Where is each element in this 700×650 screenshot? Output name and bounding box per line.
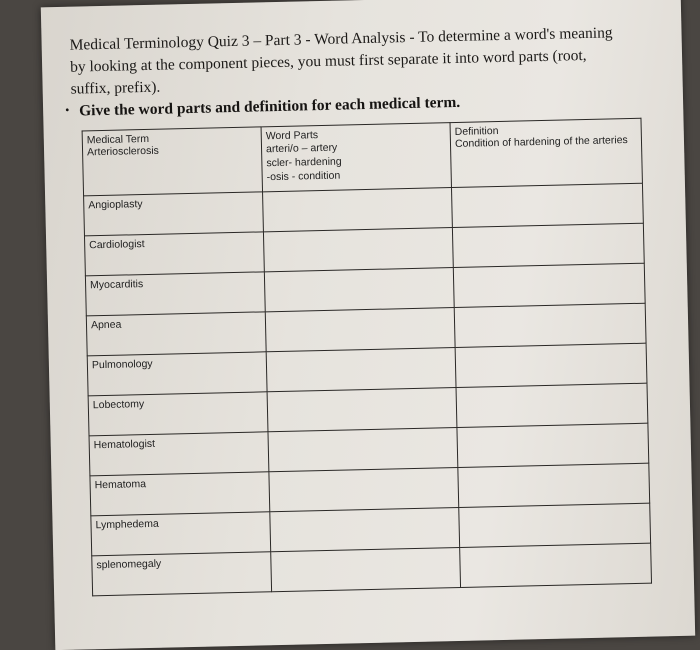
definition-answer-cell[interactable] xyxy=(457,423,649,467)
word-parts-answer-cell[interactable] xyxy=(271,547,461,591)
word-parts-answer-cell[interactable] xyxy=(269,467,459,511)
term-cell: Lobectomy xyxy=(88,392,268,436)
term-cell: Pulmonology xyxy=(87,352,267,396)
parts-cell xyxy=(261,123,451,192)
word-parts-answer-cell[interactable] xyxy=(264,268,454,312)
definition-answer-cell[interactable] xyxy=(460,543,652,587)
term-cell: Cardiologist xyxy=(84,232,264,276)
term-cell: Angioplasty xyxy=(84,192,264,236)
quiz-intro: Medical Terminology Quiz 3 – Part 3 - Word Analysis - To determine a word's meaning by looking at the component pieces, you must first separate it into word parts (root, suffix, prefix). xyxy=(69,24,613,98)
word-parts-answer-cell[interactable] xyxy=(268,428,458,472)
term-cell: Hematoma xyxy=(90,472,270,516)
example-term: Arteriosclerosis xyxy=(86,144,159,159)
term-cell: Lymphedema xyxy=(91,512,271,556)
definition-answer-cell[interactable] xyxy=(455,343,647,387)
terminology-table xyxy=(82,118,652,597)
header-word-parts: Word Parts xyxy=(265,129,319,143)
definition-answer-cell[interactable] xyxy=(456,383,648,427)
word-parts-answer-cell[interactable] xyxy=(267,388,457,432)
definition-answer-cell[interactable] xyxy=(454,303,646,347)
header-medical-term: Medical Term xyxy=(86,132,150,147)
word-parts-answer-cell[interactable] xyxy=(263,228,453,272)
example-part: scler- hardening xyxy=(266,155,342,170)
word-parts-answer-cell[interactable] xyxy=(266,348,456,392)
word-parts-answer-cell[interactable] xyxy=(263,188,453,232)
definition-answer-cell[interactable] xyxy=(451,183,643,227)
bullet-dot: • xyxy=(64,102,70,117)
word-parts-answer-cell[interactable] xyxy=(270,507,460,551)
example-definition: Condition of hardening of the arteries xyxy=(454,134,628,150)
term-cell: Hematologist xyxy=(89,432,269,476)
definition-answer-cell[interactable] xyxy=(453,263,645,307)
definition-answer-cell[interactable] xyxy=(452,223,644,267)
worksheet-paper xyxy=(41,0,695,650)
header-definition: Definition xyxy=(454,124,499,138)
word-parts-answer-cell[interactable] xyxy=(265,308,455,352)
definition-answer-cell[interactable] xyxy=(458,463,650,507)
term-cell: Apnea xyxy=(86,312,266,356)
definition-answer-cell[interactable] xyxy=(459,503,651,547)
term-cell xyxy=(82,127,262,196)
quiz-instruction: Give the word parts and definition for each medical term. xyxy=(78,93,461,120)
term-cell: Myocarditis xyxy=(85,272,265,316)
example-part: -osis - condition xyxy=(266,169,341,184)
definition-cell xyxy=(450,118,642,187)
term-cell: splenomegaly xyxy=(92,552,272,596)
example-part: arteri/o – artery xyxy=(265,141,338,156)
